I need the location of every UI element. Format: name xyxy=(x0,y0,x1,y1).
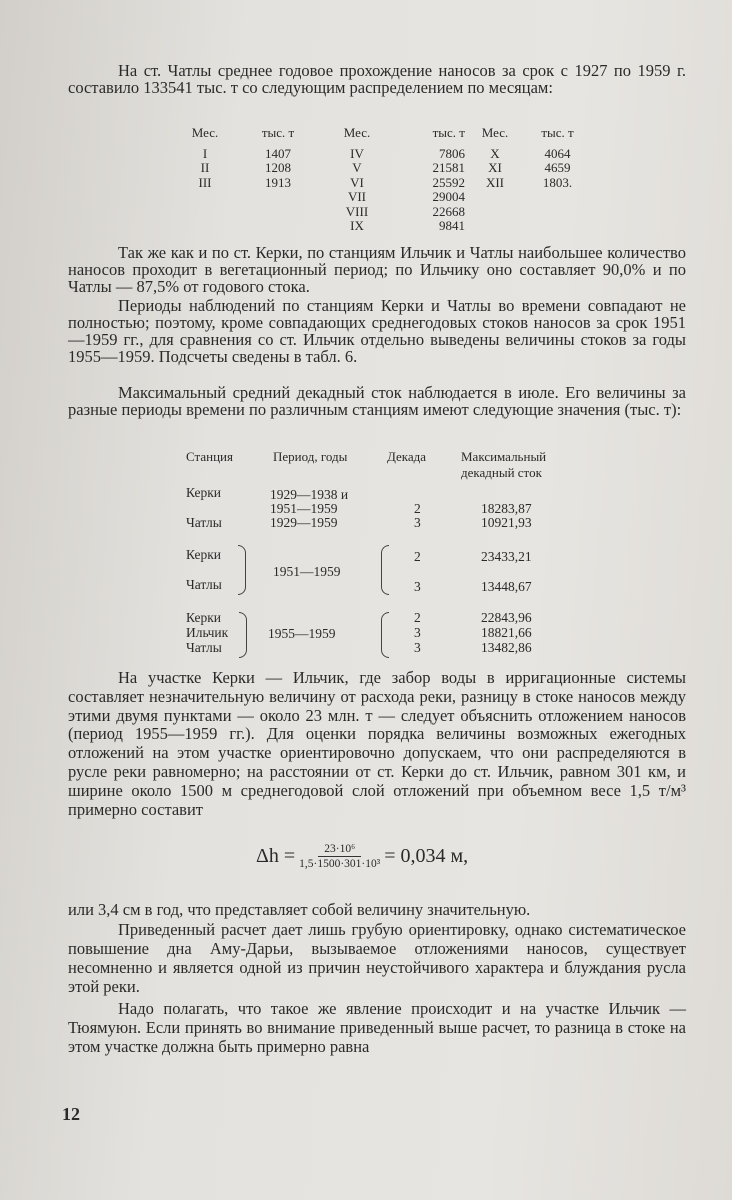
paragraph-conclusion: Приведенный расчет дает лишь грубую ориентировку, однако систематическое повышение дна Аму-Дарьи, вызываемое отложениями наносов, существует несомненно и является одной из причин неустойчивого характера и блуждания русла этой реки. xyxy=(68,920,686,996)
header-max-flow-2: декадный сток xyxy=(461,465,542,480)
month-label: X xyxy=(490,145,500,161)
decade-cell: 3 xyxy=(414,579,421,594)
station-chatly: Чатлы xyxy=(186,577,222,592)
header-period: Период, годы xyxy=(273,449,348,464)
month-label: II xyxy=(200,160,210,175)
month-value: 9841 xyxy=(439,218,465,233)
header-decade: Декада xyxy=(387,449,427,464)
month-value: 7806 xyxy=(439,145,465,161)
month-label: VI xyxy=(350,174,364,190)
flow-value-cell: 18283,87 xyxy=(481,501,532,516)
header-month: Мес. xyxy=(191,125,219,140)
month-label: V xyxy=(352,160,362,175)
brace-left xyxy=(381,612,389,658)
period-cell: 1955—1959 xyxy=(268,626,336,641)
flow-value-cell: 13448,67 xyxy=(481,579,532,594)
header-max-flow: Максимальный xyxy=(461,449,547,464)
page-number: 12 xyxy=(62,1104,80,1124)
header-station: Станция xyxy=(186,449,233,464)
month-col-3 xyxy=(470,126,520,190)
month-value: 4064 xyxy=(544,145,571,161)
month-value: 25592 xyxy=(432,174,465,190)
flow-value-cell: 13482,86 xyxy=(481,640,532,655)
header-month: Мес. xyxy=(481,125,509,140)
flow-value-cell: 18821,66 xyxy=(481,625,532,640)
paragraph-kerki-ilchik: На участке Керки — Ильчик, где забор воды в ирригационные системы составляет незначительную величину от расхода реки, разницу в стоке наносов между этими двумя пунктами — около 23 млн. т — следует объяснить отложением наносов (период 1955—1959 гг.). Для оценки порядка величины возможных ежегодных отложений на этом участке ориентировочно допускаем, что они распределяются в русле реки равномерно; на расстоянии от ст. Керки до ст. Ильчик, равном 301 км, и ширине около 1500 м среднегодовой слой отложений при объемном весе 1,5 т/м³ примерно составит xyxy=(68,668,686,819)
station-kerki: Керки xyxy=(186,547,222,562)
month-value: 1913 xyxy=(265,174,291,190)
period-cell: 1929—1938 и xyxy=(270,487,349,502)
value-col-2 xyxy=(395,126,465,234)
header-value: тыс. т xyxy=(261,125,295,140)
flow-value-cell: 10921,93 xyxy=(481,515,532,530)
flow-value-cell: 22843,96 xyxy=(481,610,532,625)
paragraph-result: или 3,4 см в год, что представляет собой величину значительную. xyxy=(68,900,531,919)
station-ilchik: Ильчик xyxy=(186,625,229,640)
formula-fraction xyxy=(299,843,380,870)
period-cell: 1951—1959 xyxy=(270,501,338,516)
formula-lhs: Δh = xyxy=(256,845,296,867)
brace-left xyxy=(381,545,389,595)
month-value: 4659 xyxy=(544,160,571,175)
header-month: Мес. xyxy=(343,125,371,140)
month-value: 29004 xyxy=(432,189,465,204)
month-col-1 xyxy=(180,126,230,190)
month-label: VIII xyxy=(345,203,369,219)
paragraph-observation-periods: Периоды наблюдений по станциям Керки и Чатлы во времени совпадают не полностью; поэтому, кроме совпадающих среднегодовых стоков наносов за срок 1951—1959 гг., для сравнения со ст. Ильчик отдельно выведены величины стоков за годы 1955—1959. Подсчеты сведены в табл. 6. xyxy=(68,296,686,366)
month-value: 21581 xyxy=(432,160,465,175)
month-value: 22668 xyxy=(432,203,465,219)
value-col-1 xyxy=(248,126,308,190)
formula-rhs: = 0,034 м, xyxy=(384,845,469,867)
paragraph-chatly-sediment: На ст. Чатлы среднее годовое прохождение наносов за срок с 1927 по 1959 г. составило 133541 тыс. т со следующим распределением по месяцам: xyxy=(68,61,686,97)
station-chatly: Чатлы xyxy=(186,515,222,530)
period-cell: 1929—1959 xyxy=(270,515,338,530)
station-kerki: Керки xyxy=(186,485,222,500)
decade-cell: 3 xyxy=(414,515,421,530)
decade-cell: 2 xyxy=(414,549,421,564)
month-col-2 xyxy=(332,126,382,234)
month-label: IX xyxy=(350,218,364,233)
month-label: XII xyxy=(485,174,505,190)
month-value: 1208 xyxy=(265,160,291,175)
station-chatly: Чатлы xyxy=(186,640,222,655)
month-value: 1407 xyxy=(265,145,291,161)
decade-cell: 2 xyxy=(414,501,421,516)
flow-value-cell: 23433,21 xyxy=(481,549,532,564)
month-label: III xyxy=(198,174,212,190)
paragraph-vegetation-period: Так же как и по ст. Керки, по станциям Ильчик и Чатлы наибольшее количество наносов проходит в вегетационный период; по Ильчику оно составляет 90,0% и по Чатлы — 87,5% от годового стока. xyxy=(68,243,686,296)
period-cell: 1951—1959 xyxy=(273,564,341,579)
month-label: I xyxy=(202,145,208,161)
decade-cell: 2 xyxy=(414,610,421,625)
month-value: 1803. xyxy=(542,174,573,190)
decade-cell: 3 xyxy=(414,640,421,655)
value-col-3 xyxy=(525,126,590,190)
formula-numerator: 23·10⁶ xyxy=(318,843,361,857)
formula-delta-h xyxy=(256,843,468,870)
header-value: тыс. т xyxy=(541,125,574,140)
brace-right xyxy=(238,545,246,595)
month-label: XI xyxy=(488,160,502,175)
formula-denominator: 1,5·1500·301·10³ xyxy=(299,858,381,870)
brace-right xyxy=(239,612,247,658)
month-label: IV xyxy=(350,145,364,161)
header-value: тыс. т xyxy=(432,125,465,140)
paragraph-max-decade: Максимальный средний декадный сток наблюдается в июле. Его величины за разные периоды времени по различным станциям имеют следующие значения (тыс. т): xyxy=(68,383,686,419)
paragraph-ilchik-tuyamuyun: Надо полагать, что такое же явление происходит и на участке Ильчик — Тюямуюн. Если принять во внимание приведенный выше расчет, то разница в стоке на этом участке должна быть примерно равна xyxy=(68,999,686,1056)
station-kerki: Керки xyxy=(186,610,222,625)
decade-cell: 3 xyxy=(414,625,421,640)
month-label: VII xyxy=(347,189,367,204)
